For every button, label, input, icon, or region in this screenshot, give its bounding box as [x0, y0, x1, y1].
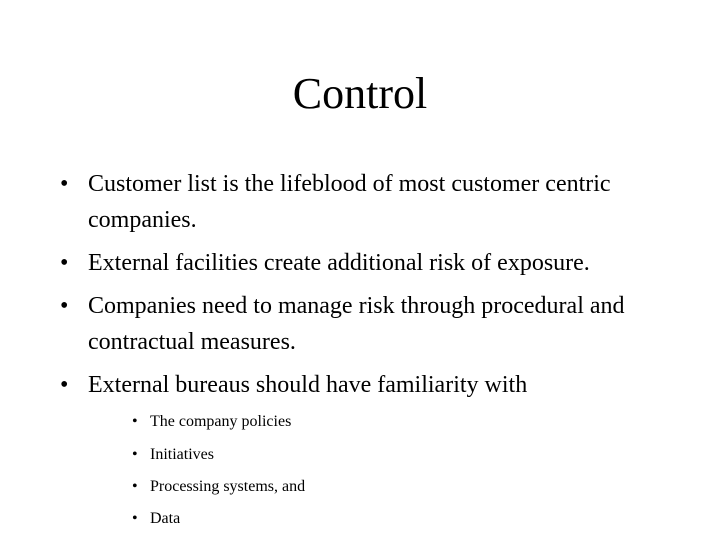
- sub-bullet-text: The company policies: [150, 413, 292, 430]
- bullet-item: [56, 367, 676, 403]
- bullet-icon: •: [60, 250, 69, 276]
- sub-bullet-icon: •: [132, 478, 138, 495]
- bullet-text-line: companies.: [88, 207, 197, 233]
- sub-bullet-text: Data: [150, 510, 181, 527]
- bullet-icon: •: [60, 372, 69, 398]
- bullet-text-line: Customer list is the lifeblood of most customer centric: [88, 171, 611, 197]
- bullet-icon: •: [60, 171, 69, 197]
- bullet-item: [56, 166, 676, 238]
- bullet-text-line: Companies need to manage risk through procedural and: [88, 293, 625, 319]
- slide-title: Control: [292, 69, 428, 118]
- sub-bullet-icon: •: [132, 413, 138, 430]
- sub-bullet-text: Initiatives: [150, 446, 214, 463]
- bullet-item: [56, 245, 676, 281]
- bullet-item: [56, 288, 676, 360]
- sub-bullet-icon: •: [132, 446, 138, 463]
- bullet-text-line: contractual measures.: [88, 329, 296, 355]
- bullet-icon: •: [60, 293, 69, 319]
- sub-bullet-item: [130, 508, 690, 530]
- sub-bullet-item: [130, 411, 690, 433]
- sub-bullet-item: [130, 476, 690, 498]
- sub-bullet-text: Processing systems, and: [150, 478, 306, 495]
- sub-bullet-item: [130, 444, 690, 466]
- sub-bullet-icon: •: [132, 510, 138, 527]
- bullet-text-line: External bureaus should have familiarity with: [88, 372, 528, 398]
- bullet-text-line: External facilities create additional risk of exposure.: [88, 250, 590, 276]
